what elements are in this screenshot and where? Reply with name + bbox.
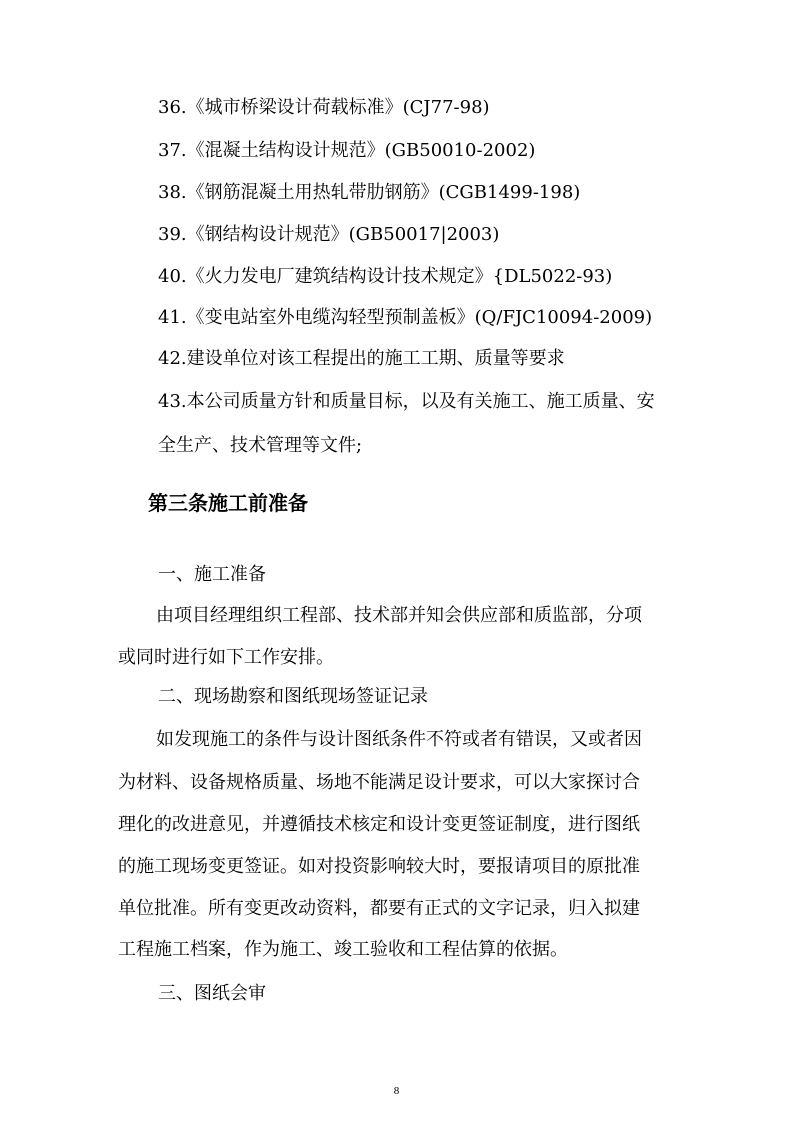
- subsection-heading: 三、图纸会审: [158, 983, 266, 1004]
- reference-item: 42.建设单位对该工程提出的施工工期、质量等要求: [158, 348, 565, 369]
- paragraph-line: 如发现施工的条件与设计图纸条件不符或者有错误，又或者因: [156, 729, 642, 750]
- paragraph-line: 理化的改进意见，并遵循技术核定和设计变更签证制度，进行图纸: [118, 814, 640, 835]
- reference-item: 43.本公司质量方针和质量目标，以及有关施工、施工质量、安: [158, 391, 655, 412]
- reference-item: 41.《变电站室外电缆沟轻型预制盖板》(Q/FJC10094-2009): [158, 307, 653, 328]
- reference-item: 39.《钢结构设计规范》(GB50017|2003): [158, 224, 500, 245]
- paragraph-line: 为材料、设备规格质量、场地不能满足设计要求，可以大家探讨合: [118, 772, 640, 793]
- reference-item: 37.《混凝土结构设计规范》(GB50010-2002): [158, 140, 536, 161]
- page-number: 8: [393, 1085, 400, 1097]
- paragraph-line: 由项目经理组织工程部、技术部并知会供应部和质监部，分项: [156, 605, 642, 626]
- reference-item: 40.《火力发电厂建筑结构设计技术规定》{DL5022-93): [158, 266, 613, 287]
- subsection-heading: 二、现场勘察和图纸现场签证记录: [158, 686, 428, 707]
- paragraph-line: 单位批准。所有变更改动资料，都要有正式的文字记录，归入拟建: [118, 898, 640, 919]
- reference-item-continuation: 全生产、技术管理等文件;: [158, 435, 363, 456]
- paragraph-line: 工程施工档案，作为施工、竣工验收和工程估算的依据。: [118, 939, 568, 960]
- reference-item: 38.《钢筋混凝土用热轧带肋钢筋》(CGB1499-198): [158, 182, 581, 203]
- section-title: 第三条施工前准备: [148, 491, 308, 515]
- subsection-heading: 一、施工准备: [158, 564, 266, 585]
- reference-item: 36.《城市桥梁设计荷载标准》(CJ77-98): [158, 97, 490, 118]
- paragraph-line: 的施工现场变更签证。如对投资影响较大时，要报请项目的原批准: [118, 856, 640, 877]
- paragraph-line: 或同时进行如下工作安排。: [118, 647, 334, 668]
